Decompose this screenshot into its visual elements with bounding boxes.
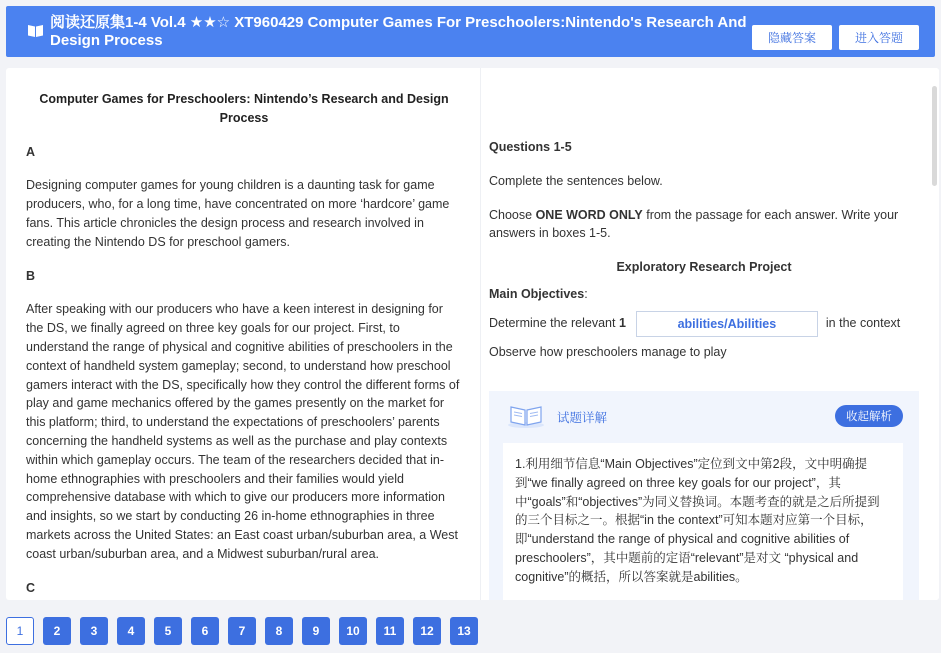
table-title: Exploratory Research Project xyxy=(616,260,792,275)
page-button-13[interactable]: 13 xyxy=(450,617,478,645)
open-book-icon xyxy=(506,401,546,429)
page-button-1[interactable]: 1 xyxy=(6,617,34,645)
question-pagination xyxy=(6,617,487,645)
objectives-label xyxy=(489,285,919,304)
section-label-c: C xyxy=(26,580,36,595)
passage-title: Computer Games for Preschoolers: Nintendo’s Research and Design Process xyxy=(39,92,449,125)
instruction-choose xyxy=(489,206,919,244)
section-text-a: Designing computer games for young children is a daunting task for game producers, who, for a long time, have concentrated on more ‘hardcore’ game fans. This article chronicles the design process and research involved in creating the Nintendo DS for preschool gamers. xyxy=(26,178,450,249)
panel-divider xyxy=(480,68,481,600)
row1-suffix: in the context xyxy=(825,316,901,331)
page-button-7[interactable]: 7 xyxy=(228,617,256,645)
objectives-colon: : xyxy=(584,286,588,301)
page-button-12[interactable]: 12 xyxy=(413,617,441,645)
instruction-complete: Complete the sentences below. xyxy=(489,173,663,188)
analysis-text: 1.利用细节信息“Main Objectives”定位到文中第2段，文中明确提到“we finally agreed on three key goals for our project”，其中“goals”和“objectives”为同义替换词。本题考查的就是之后所提到的三个目标之一。根据“in the context”可知本题对应第一个目标，即“understand the range of physical and cognitive abilities of preschoolers”，其中题前的定语“relevant”是对文 “physical and cognitive”的概括，所以答案就是abilities。 xyxy=(503,443,903,600)
scrollbar[interactable] xyxy=(931,68,939,600)
page-button-8[interactable]: 8 xyxy=(265,617,293,645)
section-label-a: A xyxy=(26,144,36,159)
row1-prefix: Determine the relevant xyxy=(489,316,619,331)
analysis-panel xyxy=(489,391,919,600)
collapse-analysis-button[interactable]: 收起解析 xyxy=(835,405,903,427)
header-bar xyxy=(6,6,935,57)
passage-panel[interactable] xyxy=(26,90,462,600)
question-row-2: Observe how preschoolers manage to play xyxy=(489,344,727,359)
content-card xyxy=(6,68,939,600)
questions-heading: Questions 1-5 xyxy=(489,140,572,154)
answer-field-1[interactable]: abilities/Abilities xyxy=(636,311,818,337)
question-row-1 xyxy=(489,311,919,337)
instruction-choose-pre: Choose xyxy=(489,207,536,222)
analysis-label: 试题详解 xyxy=(557,411,608,425)
questions-panel xyxy=(489,138,919,362)
section-text-b: After speaking with our producers who have a keen interest in designing for the DS, we finally agreed on three key goals for our project. First, to understand the range of physical and cognitive abilities of preschoolers in the context of handheld system gameplay; second, to understand how preschool gamers interact with the DS, specifically how they control the different forms of play and game mechanics offered by the games presently on the market for this platform; third, to understand the expectations of preschoolers’ parents concerning the handheld systems as well as the purchase and play contexts within which gameplay occurs. The team of the researchers decided that in-home ethnographies with preschoolers and their families would yield comprehensive database with which to give our producers more information and insights, so we start by conducting 26 in-home ethnographies in three markets across the United States: an East coast urban/suburban area, a West coast urban/suburban area, and a Midwest suburban/rural area. xyxy=(26,302,460,561)
scrollbar-thumb[interactable] xyxy=(932,86,937,186)
section-label-b: B xyxy=(26,268,36,283)
page-button-9[interactable]: 9 xyxy=(302,617,330,645)
instruction-choose-bold: ONE WORD ONLY xyxy=(535,207,643,222)
hide-answer-button[interactable]: 隐藏答案 xyxy=(752,25,832,50)
objectives-label-text: Main Objectives xyxy=(489,286,585,301)
page-button-3[interactable]: 3 xyxy=(80,617,108,645)
page-button-11[interactable]: 11 xyxy=(376,617,404,645)
book-icon xyxy=(27,24,44,38)
page-button-5[interactable]: 5 xyxy=(154,617,182,645)
instruction-choose-post: from the passage for each answer. Write your answers in boxes 1-5. xyxy=(489,207,899,241)
page-button-6[interactable]: 6 xyxy=(191,617,219,645)
page-title: 阅读还原集1-4 Vol.4 ★★☆ XT960429 Computer Games For Preschoolers:Nintendo's Research And Design Process xyxy=(50,14,747,49)
question-number-1: 1 xyxy=(618,316,626,331)
page-button-2[interactable]: 2 xyxy=(43,617,71,645)
page-button-10[interactable]: 10 xyxy=(339,617,367,645)
enter-answer-button[interactable]: 进入答题 xyxy=(839,25,919,50)
page-button-4[interactable]: 4 xyxy=(117,617,145,645)
